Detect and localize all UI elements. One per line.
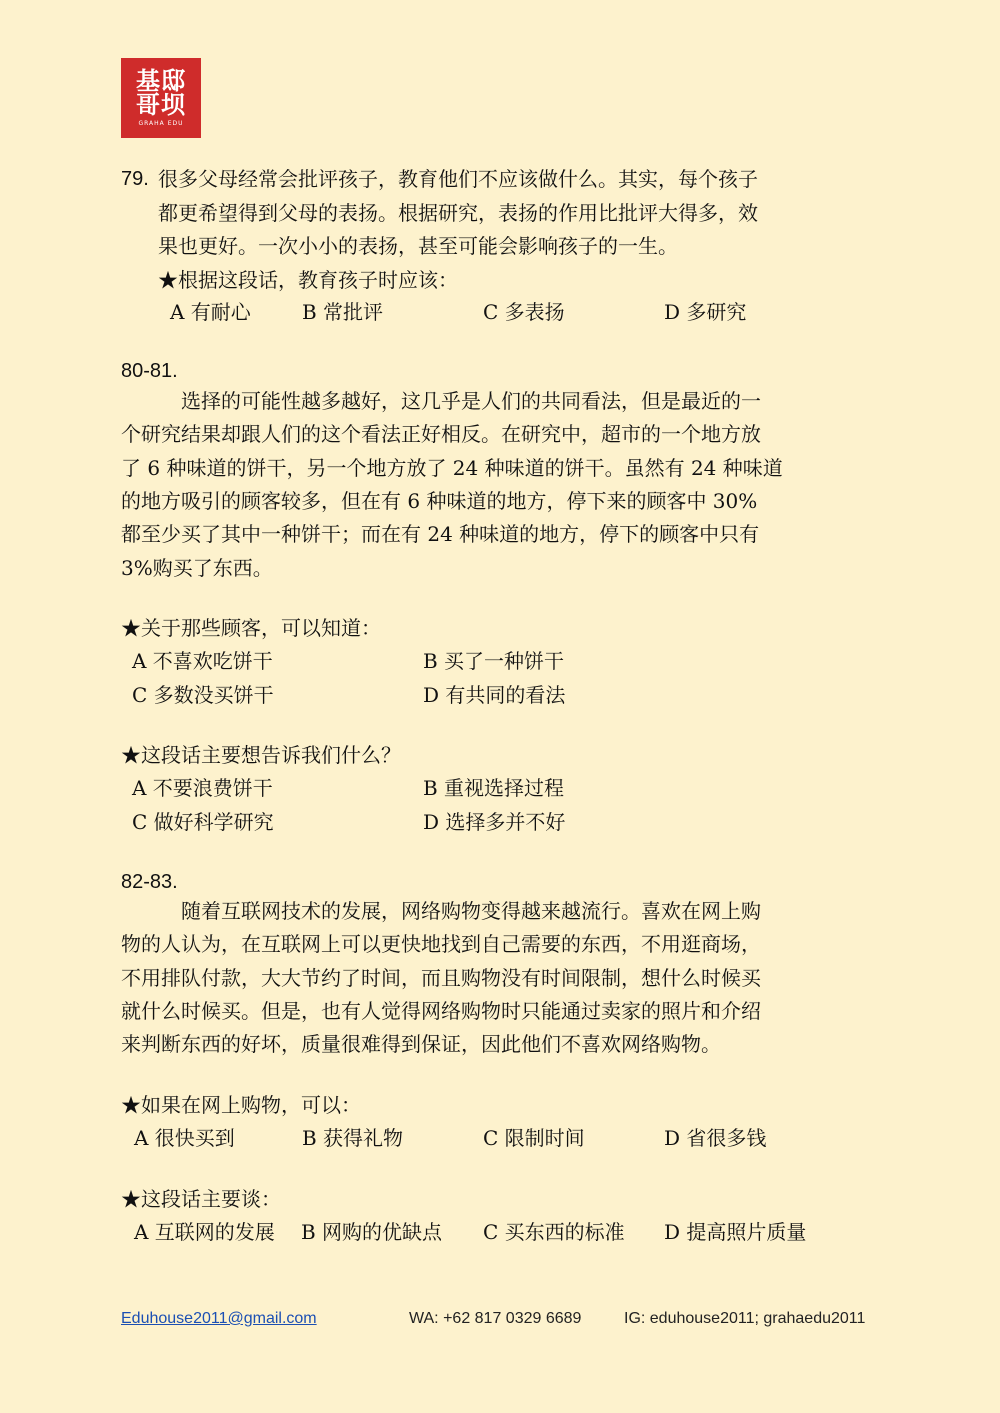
option-a[interactable]: A 很快买到 [134, 1126, 235, 1150]
option-b[interactable]: B 买了一种饼干 [423, 649, 565, 673]
question-prompt: ★这段话主要想告诉我们什么？ [121, 743, 401, 767]
footer-email[interactable] [121, 1309, 317, 1329]
passage-line: 果也更好。一次小小的表扬，甚至可能会影响孩子的一生。 [158, 234, 678, 258]
question-prompt: ★如果在网上购物，可以： [121, 1093, 361, 1117]
passage-line: 个研究结果却跟人们的这个看法正好相反。在研究中，超市的一个地方放 [121, 422, 761, 446]
passage-line: 的地方吸引的顾客较多，但在有 6 种味道的地方，停下来的顾客中 30% [121, 489, 758, 513]
passage-line: 随着互联网技术的发展，网络购物变得越来越流行。喜欢在网上购 [181, 899, 761, 923]
passage-line: 了 6 种味道的饼干，另一个地方放了 24 种味道的饼干。虽然有 24 种味道 [121, 456, 783, 480]
option-d[interactable]: D 选择多并不好 [423, 810, 566, 834]
option-a[interactable]: A 有耐心 [170, 300, 251, 324]
passage-line: 物的人认为，在互联网上可以更快地找到自己需要的东西，不用逛商场， [121, 932, 761, 956]
question-prompt: ★关于那些顾客，可以知道： [121, 616, 381, 640]
passage-line: 都更希望得到父母的表扬。根据研究，表扬的作用比批评大得多，效 [158, 201, 758, 225]
question-number: 79. [121, 168, 149, 190]
option-d[interactable]: D 省很多钱 [664, 1126, 767, 1150]
option-a[interactable]: A 不要浪费饼干 [132, 776, 273, 800]
logo [121, 58, 201, 138]
footer-whatsapp: WA: +62 817 0329 6689 [409, 1310, 582, 1327]
passage-line: 选择的可能性越多越好，这几乎是人们的共同看法，但是最近的一 [181, 389, 761, 413]
passage-line: 很多父母经常会批评孩子，教育他们不应该做什么。其实，每个孩子 [158, 167, 758, 191]
option-a[interactable]: A 不喜欢吃饼干 [132, 649, 273, 673]
passage-line: 都至少买了其中一种饼干；而在有 24 种味道的地方，停下的顾客中只有 [121, 522, 760, 546]
option-c[interactable]: C 多数没买饼干 [132, 683, 274, 707]
option-b[interactable]: B 常批评 [302, 300, 384, 324]
option-d[interactable]: D 提高照片质量 [664, 1220, 807, 1244]
option-d[interactable]: D 有共同的看法 [423, 683, 566, 707]
question-prompt: ★根据这段话，教育孩子时应该： [158, 268, 458, 292]
passage-line: 就什么时候买。但是，也有人觉得网络购物时只能通过卖家的照片和介绍 [121, 999, 761, 1023]
logo-glyphs-bottom: 哥坝 [136, 91, 186, 119]
option-c[interactable]: C 买东西的标准 [483, 1220, 625, 1244]
option-b[interactable]: B 网购的优缺点 [301, 1220, 443, 1244]
question-number: 80-81. [121, 360, 178, 382]
option-b[interactable]: B 获得礼物 [302, 1126, 404, 1150]
option-d[interactable]: D 多研究 [664, 300, 747, 324]
option-a[interactable]: A 互联网的发展 [134, 1220, 275, 1244]
question-number: 82-83. [121, 871, 178, 893]
passage-line: 来判断东西的好坏，质量很难得到保证，因此他们不喜欢网络购物。 [121, 1032, 721, 1056]
passage-line: 3%购买了东西。 [121, 556, 273, 580]
option-c[interactable]: C 做好科学研究 [132, 810, 274, 834]
footer-instagram: IG: eduhouse2011; grahaedu2011 [624, 1310, 866, 1327]
question-prompt: ★这段话主要谈： [121, 1187, 281, 1211]
logo-subtitle: GRAHA EDU [138, 120, 184, 127]
email-link[interactable]: Eduhouse2011@gmail.com [121, 1310, 317, 1327]
option-b[interactable]: B 重视选择过程 [423, 776, 565, 800]
option-c[interactable]: C 多表扬 [483, 300, 565, 324]
option-c[interactable]: C 限制时间 [483, 1126, 585, 1150]
logo-glyphs-top: 基邸 [136, 67, 186, 95]
passage-line: 不用排队付款，大大节约了时间，而且购物没有时间限制，想什么时候买 [121, 966, 761, 990]
